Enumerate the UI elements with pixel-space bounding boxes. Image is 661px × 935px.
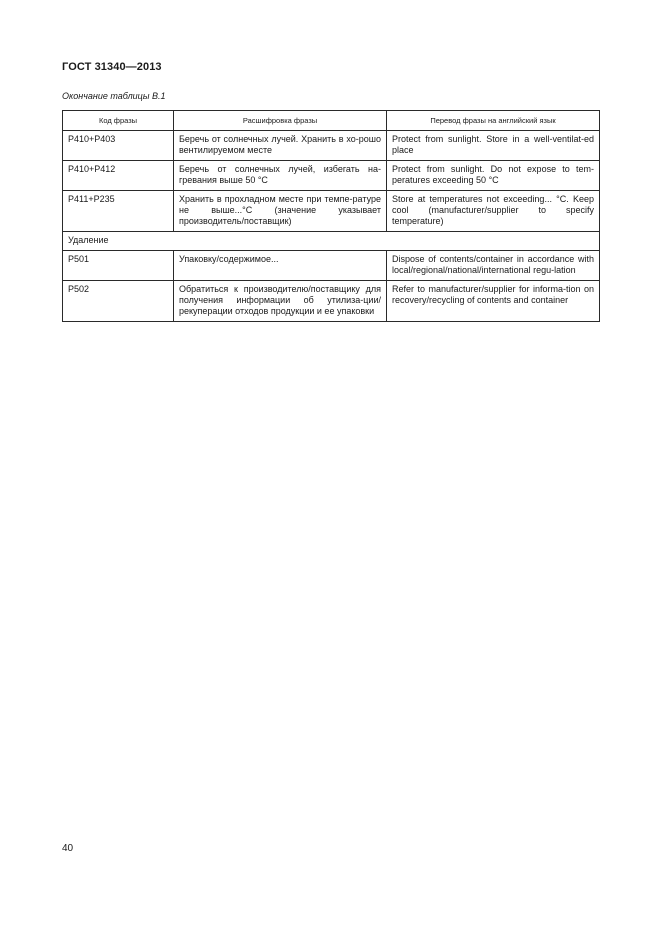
table-row [63, 251, 600, 281]
table-row [63, 161, 600, 191]
table-row [63, 131, 600, 161]
phrase-ru: Хранить в прохладном месте при темпе-ратуре не выше...°С (значение указывает производитель/поставщик) [174, 191, 387, 232]
section-title: Удаление [63, 232, 600, 251]
phrase-code: P502 [63, 281, 174, 322]
table-row [63, 191, 600, 232]
table-row [63, 281, 600, 322]
phrase-en: Dispose of contents/container in accordance with local/regional/national/international regu-lation [387, 251, 600, 281]
phrase-code: P501 [63, 251, 174, 281]
table-caption: Окончание таблицы В.1 [62, 91, 166, 101]
phrase-en: Protect from sunlight. Do not expose to tem-peratures exceeding 50 °C [387, 161, 600, 191]
column-header-ru: Расшифровка фразы [174, 111, 387, 131]
phrases-table [62, 110, 600, 322]
phrase-en: Store at temperatures not exceeding... °C. Keep cool (manufacturer/supplier to specify temperature) [387, 191, 600, 232]
phrase-ru: Упаковку/содержимое... [174, 251, 387, 281]
column-header-code: Код фразы [63, 111, 174, 131]
phrase-en: Protect from sunlight. Store in a well-ventilat-ed place [387, 131, 600, 161]
table-header-row [63, 111, 600, 131]
phrase-ru: Беречь от солнечных лучей, избегать на-гревания выше 50 °С [174, 161, 387, 191]
phrase-en: Refer to manufacturer/supplier for informa-tion on recovery/recycling of contents and container [387, 281, 600, 322]
phrase-code: P410+P412 [63, 161, 174, 191]
section-row [63, 232, 600, 251]
document-code: ГОСТ 31340—2013 [62, 61, 162, 73]
phrase-ru: Обратиться к производителю/поставщику для получения информации об утилиза-ции/рекуперации отходов продукции и ее упаковки [174, 281, 387, 322]
page-number: 40 [62, 843, 74, 854]
column-header-en: Перевод фразы на английский язык [387, 111, 600, 131]
phrase-code: P411+P235 [63, 191, 174, 232]
phrase-code: P410+P403 [63, 131, 174, 161]
phrase-ru: Беречь от солнечных лучей. Хранить в хо-рошо вентилируемом месте [174, 131, 387, 161]
